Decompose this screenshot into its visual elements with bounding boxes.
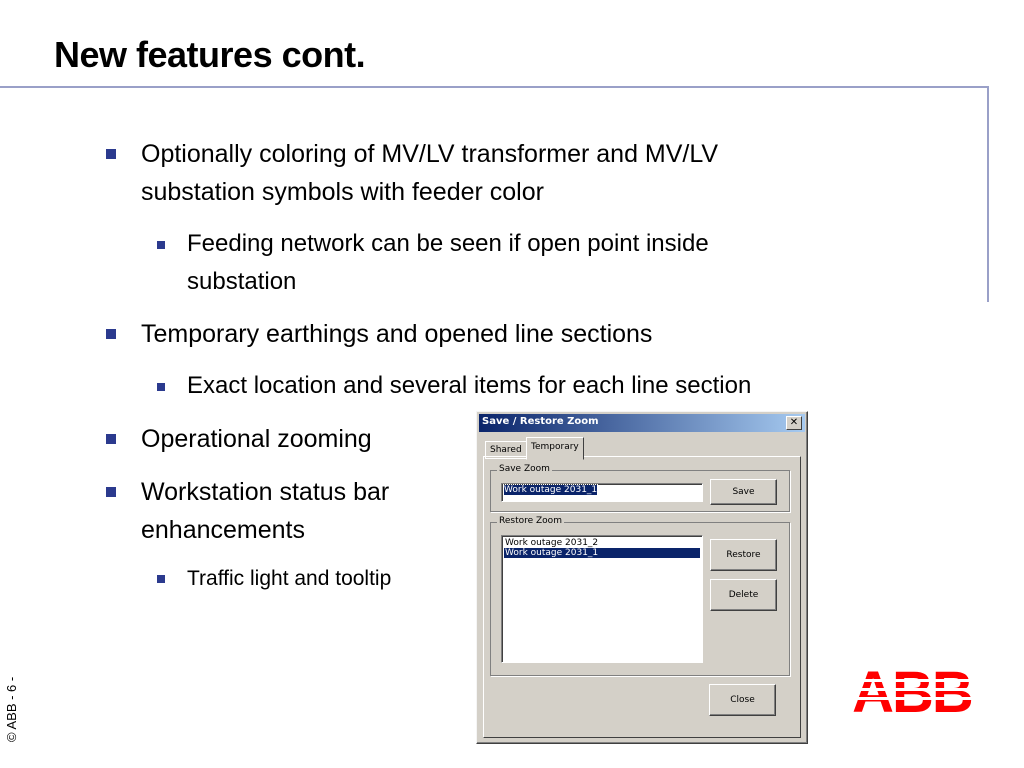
close-button[interactable]: Close [709,684,776,716]
abb-logo [850,664,974,716]
sub-bullet-marker [157,241,165,249]
bullet-text: Temporary earthings and opened line sections [141,320,653,348]
save-restore-zoom-dialog [476,411,808,744]
sub-bullet-marker [157,383,165,391]
bullet-marker [106,149,116,159]
restore-zoom-label: Restore Zoom [499,516,562,526]
restore-button[interactable]: Restore [710,539,777,571]
save-zoom-input-value: Work outage 2031_1 [504,485,598,495]
sub-bullet-text: Traffic light and tooltip [187,567,392,590]
copyright-text: © ABB - 6 - [4,676,19,742]
bullet-marker [106,434,116,444]
tab-panel [483,456,801,738]
bullet-marker [106,487,116,497]
dialog-title: Save / Restore Zoom [482,416,599,427]
slide-title: New features cont. [54,34,366,75]
tab-temporary[interactable]: Temporary [526,437,584,460]
save-zoom-group [490,464,790,512]
restore-zoom-list[interactable] [501,535,703,663]
sub-bullet-text: Exact location and several items for each line section [187,372,752,399]
restore-zoom-group [490,516,790,676]
list-item-selected[interactable]: Work outage 2031_1 [504,548,700,558]
save-button[interactable]: Save [710,479,777,505]
dialog-titlebar[interactable] [479,414,805,432]
sub-bullet-marker [157,575,165,583]
save-zoom-input[interactable] [501,483,703,502]
sub-bullet-text: Feeding network can be seen if open point inside [187,230,709,257]
delete-button[interactable]: Delete [710,579,777,611]
bullet-text: enhancements [141,516,306,544]
bullet-text: Operational zooming [141,425,372,453]
bullet-text: Optionally coloring of MV/LV transformer and MV/LV [141,140,719,168]
bullet-text: substation symbols with feeder color [141,178,544,206]
tab-shared[interactable]: Shared [485,441,527,459]
close-icon[interactable]: ✕ [786,416,802,430]
save-zoom-label: Save Zoom [499,464,550,474]
list-item[interactable]: Work outage 2031_2 [505,538,599,548]
bullet-text: Workstation status bar [141,478,390,506]
sub-bullet-text: substation [187,268,297,295]
bullet-marker [106,329,116,339]
